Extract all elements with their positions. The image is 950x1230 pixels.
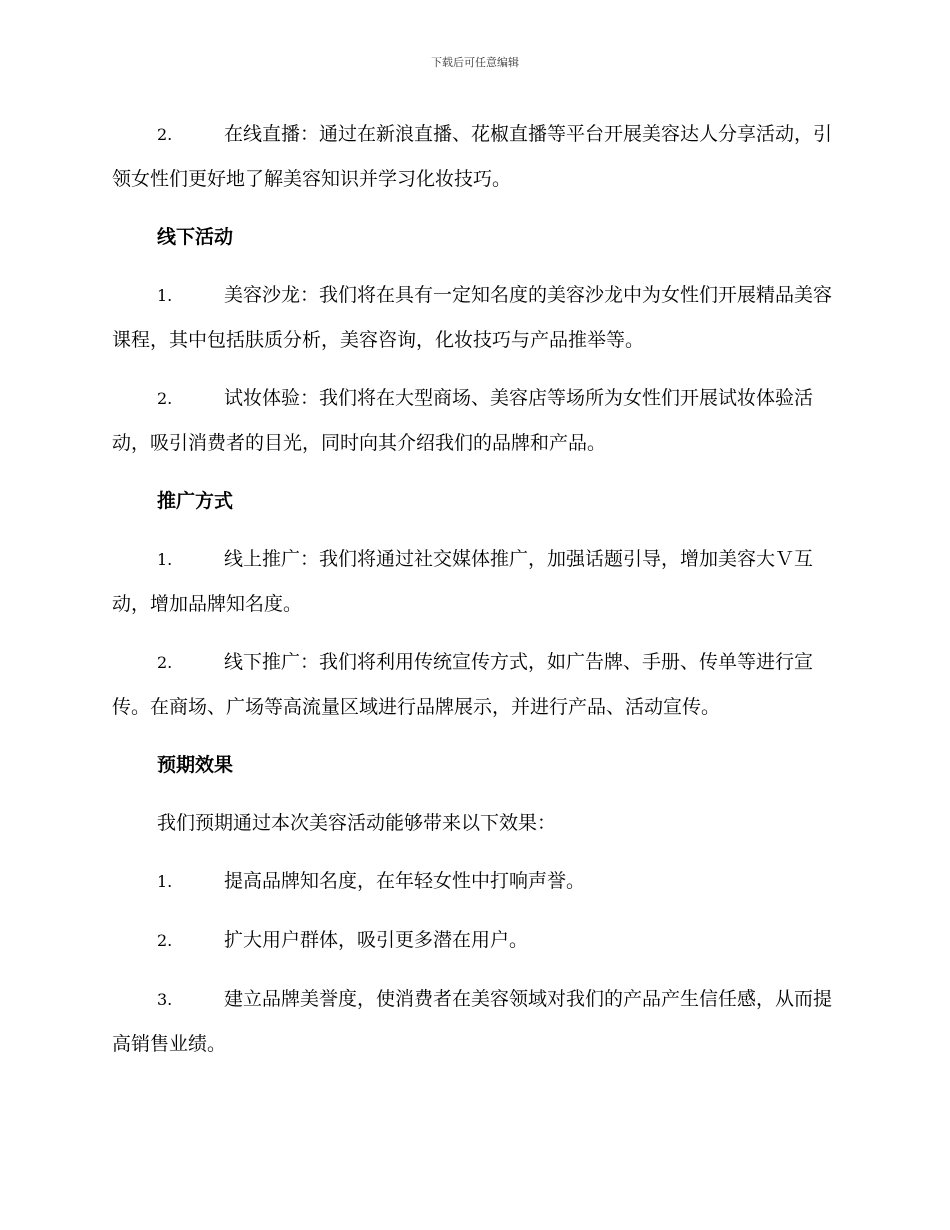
list-number: 3. <box>157 990 173 1009</box>
list-item <box>112 537 834 626</box>
list-item-text: 试妆体验：我们将在大型商场、美容店等场所为女性们开展试妆体验活动，吸引消费者的目光，同时向其介绍我们的品牌和产品。 <box>112 387 814 454</box>
list-item-text: 线上推广：我们将通过社交媒体推广，加强话题引导，增加美容大Ｖ互动，增加品牌知名度。 <box>112 548 814 615</box>
page-header: 下载后可任意编辑 <box>431 56 519 69</box>
list-item <box>112 640 834 729</box>
list-item <box>112 918 834 963</box>
list-number: 1. <box>157 550 173 569</box>
list-item-text: 提高品牌知名度，在年轻女性中打响声誉。 <box>224 870 586 892</box>
list-item <box>112 859 834 904</box>
list-item-text: 线下推广：我们将利用传统宣传方式，如广告牌、手册、传单等进行宣传。在商场、广场等高流量区域进行品牌展示，并进行产品、活动宣传。 <box>112 651 814 718</box>
section-heading-offline: 线下活动 <box>157 226 234 248</box>
list-number: 1. <box>157 286 173 305</box>
list-number: 2. <box>157 125 173 144</box>
list-item <box>112 112 834 201</box>
list-item <box>112 977 834 1066</box>
section-heading-promotion: 推广方式 <box>157 490 234 512</box>
section-heading-expected: 预期效果 <box>157 754 234 776</box>
list-number: 2. <box>157 931 173 950</box>
intro-paragraph: 我们预期通过本次美容活动能够带来以下效果： <box>157 812 557 834</box>
list-number: 2. <box>157 653 173 672</box>
list-item-text: 扩大用户群体，吸引更多潜在用户。 <box>224 929 529 951</box>
list-item <box>112 376 834 465</box>
list-item-text: 建立品牌美誉度，使消费者在美容领域对我们的产品产生信任感，从而提高销售业绩。 <box>112 988 833 1055</box>
list-item <box>112 273 834 362</box>
list-item-text: 在线直播：通过在新浪直播、花椒直播等平台开展美容达人分享活动，引领女性们更好地了解美容知识并学习化妆技巧。 <box>112 123 833 190</box>
list-number: 2. <box>157 389 173 408</box>
document-body <box>112 112 834 1080</box>
list-number: 1. <box>157 872 173 891</box>
list-item-text: 美容沙龙：我们将在具有一定知名度的美容沙龙中为女性们开展精品美容课程，其中包括肤质分析，美容咨询，化妆技巧与产品推举等。 <box>112 284 833 351</box>
